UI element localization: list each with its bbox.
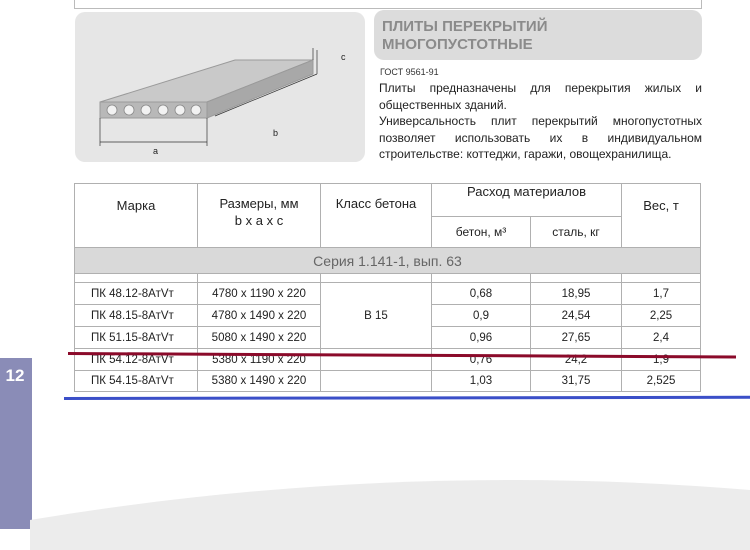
cell-weight: 1,9 bbox=[622, 349, 701, 371]
page-number: 12 bbox=[5, 366, 25, 385]
dimension-c-label: c bbox=[341, 52, 346, 62]
cell-grade-empty bbox=[321, 349, 432, 371]
cell-concrete: 0,9 bbox=[432, 305, 531, 327]
cell-weight: 2,4 bbox=[622, 327, 701, 349]
top-table-edge bbox=[74, 0, 702, 9]
hollow-core-slab-drawing bbox=[75, 12, 365, 162]
cell-mark: ПК 54.12-8АтVт bbox=[75, 349, 198, 371]
cell-concrete: 1,03 bbox=[432, 371, 531, 392]
header-size-sub: b x a x c bbox=[234, 213, 284, 228]
cell-size: 4780 x 1490 x 220 bbox=[198, 305, 321, 327]
description-paragraph-1: Плиты предназначены для перекрытия жилых и общественных зданий. bbox=[379, 81, 702, 112]
description bbox=[379, 80, 702, 163]
dimension-b-label: b bbox=[273, 128, 279, 138]
cell-mark: ПК 48.15-8АтVт bbox=[75, 305, 198, 327]
cell-steel: 31,75 bbox=[531, 371, 622, 392]
cell-mark: ПК 54.15-8АтVт bbox=[75, 371, 198, 392]
cell-steel: 24,54 bbox=[531, 305, 622, 327]
title-line-1: ПЛИТЫ ПЕРЕКРЫТИЙ bbox=[382, 18, 548, 35]
cell-size: 5380 x 1190 x 220 bbox=[198, 349, 321, 371]
page-bottom-curve bbox=[30, 470, 750, 550]
blue-annotation-line bbox=[64, 396, 750, 400]
header-concrete-class: Класс бетона bbox=[321, 184, 432, 248]
header-size-label: Размеры, мм bbox=[219, 196, 299, 211]
page-title bbox=[382, 18, 682, 54]
cell-weight: 2,25 bbox=[622, 305, 701, 327]
spec-table bbox=[74, 183, 701, 392]
gost-standard: ГОСТ 9561-91 bbox=[380, 67, 439, 77]
header-weight: Вес, т bbox=[622, 184, 701, 248]
cell-steel: 27,65 bbox=[531, 327, 622, 349]
series-row: Серия 1.141-1, вып. 63 bbox=[75, 248, 701, 274]
cell-grade-empty bbox=[321, 371, 432, 392]
cell-concrete: 0,76 bbox=[432, 349, 531, 371]
slab-illustration bbox=[75, 12, 365, 162]
header-mark: Марка bbox=[75, 184, 198, 248]
cell-mark: ПК 51.15-8АтVт bbox=[75, 327, 198, 349]
table-row bbox=[75, 283, 701, 305]
table-row bbox=[75, 371, 701, 392]
title-line-2: МНОГОПУСТОТНЫЕ bbox=[382, 36, 533, 53]
cell-size: 4780 x 1190 x 220 bbox=[198, 283, 321, 305]
header-steel: сталь, кг bbox=[531, 217, 622, 248]
header-concrete: бетон, м³ bbox=[432, 217, 531, 248]
cell-weight: 1,7 bbox=[622, 283, 701, 305]
header-size bbox=[198, 184, 321, 248]
cell-concrete: 0,68 bbox=[432, 283, 531, 305]
cell-steel: 18,95 bbox=[531, 283, 622, 305]
cell-steel: 24,2 bbox=[531, 349, 622, 371]
dimension-a-label: a bbox=[153, 146, 159, 156]
cell-size: 5380 x 1490 x 220 bbox=[198, 371, 321, 392]
description-paragraph-2: Универсальность плит перекрытий многопустотных позволяет использовать их в индивидуальном строительстве: коттеджи, гаражи, овощехранилища. bbox=[379, 114, 702, 161]
cell-concrete: 0,96 bbox=[432, 327, 531, 349]
cell-weight: 2,525 bbox=[622, 371, 701, 392]
cell-grade: В 15 bbox=[321, 283, 432, 349]
cell-mark: ПК 48.12-8АтVт bbox=[75, 283, 198, 305]
cell-size: 5080 x 1490 x 220 bbox=[198, 327, 321, 349]
header-materials: Расход материалов bbox=[432, 184, 622, 217]
